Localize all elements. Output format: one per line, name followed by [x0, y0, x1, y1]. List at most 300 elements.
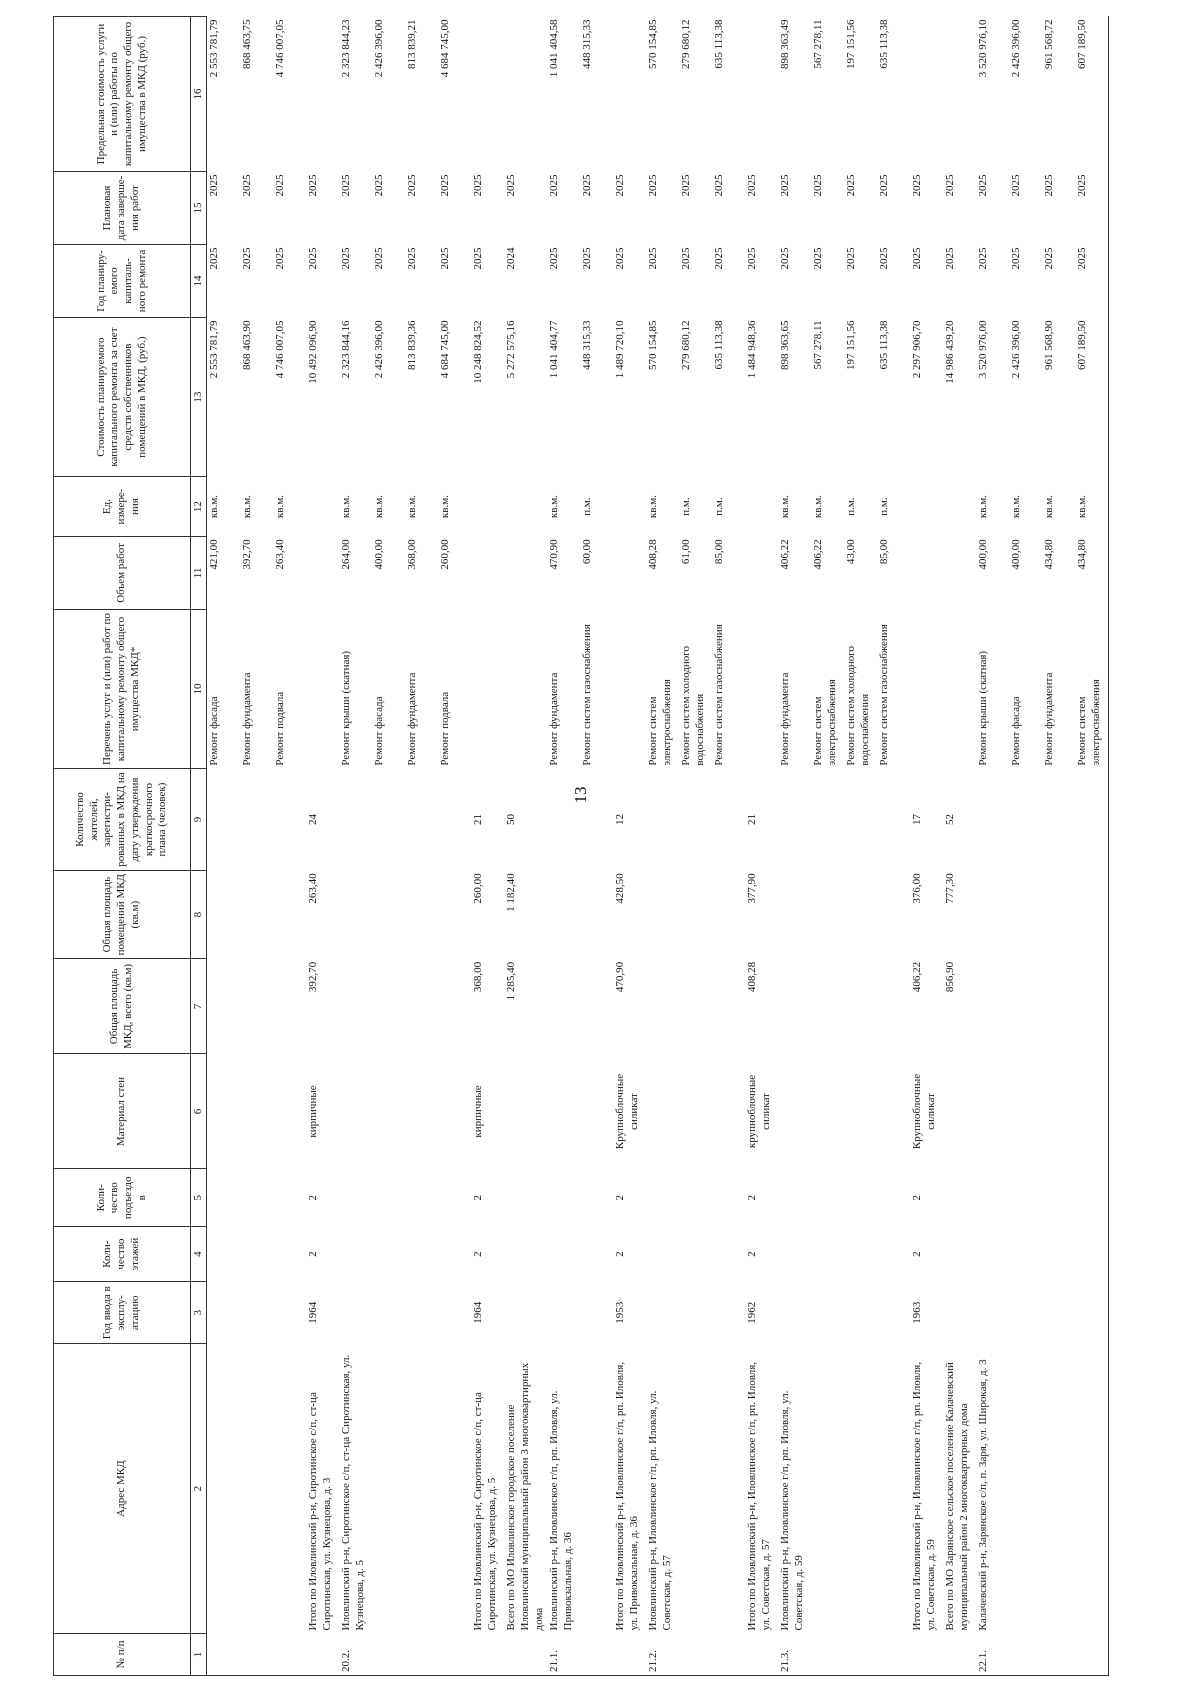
column-number: 11 [191, 536, 207, 609]
table-cell-col4 [1009, 1227, 1042, 1282]
table-cell-col14: 2025 [1010, 247, 1023, 270]
table-row [646, 17, 679, 1676]
table-cell-col3 [339, 1282, 372, 1344]
table-cell-col9 [273, 769, 306, 871]
table-cell-col11 [306, 536, 339, 609]
table-cell-col11 [943, 536, 976, 609]
table-cell-col15: 2025 [845, 174, 858, 197]
table-cell-col8 [372, 870, 405, 958]
table-cell-col9: 21 [472, 814, 484, 826]
table-cell-col11: 60,00 [581, 539, 594, 565]
header-cell: Плановая дата заверше-ния работ [54, 171, 191, 244]
table-cell-col12: кв.м. [241, 495, 253, 519]
table-cell-col6 [438, 1054, 471, 1169]
table-cell-col5 [679, 1169, 712, 1227]
header-cell: Ед. измере-ния [54, 477, 191, 537]
table-cell-col5 [438, 1169, 471, 1227]
table-cell-col12: кв.м. [373, 495, 385, 519]
table-cell-col8 [1009, 870, 1042, 958]
table-cell-col7 [712, 959, 745, 1054]
table-cell-col13: 14 986 439,20 [944, 320, 957, 384]
table-cell-col12: кв.м. [647, 495, 660, 519]
column-number: 16 [191, 17, 207, 172]
table-cell-col5 [504, 1169, 547, 1227]
table-cell-col2: Всего по МО Зарянское сельское поселение Калачевский муниципальный район 2 многоквартирных дома [944, 1362, 970, 1631]
table-cell-col11: 470,90 [548, 539, 561, 570]
table-cell-col10: Ремонт систем электроснабжения [1075, 609, 1109, 768]
table-cell-col3: 1964 [307, 1301, 319, 1324]
table-cell-col15: 2025 [779, 174, 792, 197]
table-cell-col6 [811, 1054, 844, 1169]
table-cell-col11 [745, 536, 778, 609]
table-cell-col15: 2025 [548, 174, 561, 197]
table-cell-col13: 279 680,12 [680, 320, 693, 370]
table-cell-col12 [943, 477, 976, 537]
table-cell-col5 [1042, 1169, 1075, 1227]
table-cell-col10 [504, 609, 547, 768]
table-cell-col1: 21.3. [778, 1633, 811, 1675]
table-cell-col8 [405, 870, 438, 958]
table-cell-col6 [1042, 1054, 1075, 1169]
table-cell-col5: 2 [746, 1195, 759, 1201]
table-cell-col3 [976, 1282, 1009, 1344]
table-cell-col15: 2025 [977, 174, 990, 197]
table-cell-col2 [372, 1344, 405, 1634]
header-cell: Год планиру-емого капиталь-ного ремонта [54, 244, 191, 317]
table-row [943, 17, 976, 1676]
table-cell-col12: кв.м. [439, 495, 451, 519]
header-cell: № п/п [54, 1633, 191, 1675]
table-cell-col13: 4 684 745,00 [439, 320, 451, 379]
table-cell-col16 [910, 17, 943, 172]
table-cell-col2 [877, 1344, 910, 1634]
table-cell-col11 [471, 536, 504, 609]
table-cell-col14: 2025 [274, 247, 286, 270]
table-cell-col1 [1009, 1633, 1042, 1675]
table-cell-col8 [207, 870, 241, 958]
table-row [877, 17, 910, 1676]
table-cell-col6 [877, 1054, 910, 1169]
table-cell-col13: 2 426 396,00 [1010, 320, 1023, 379]
column-number: 7 [191, 959, 207, 1054]
table-cell-col11: 368,00 [406, 539, 418, 570]
table-row [372, 17, 405, 1676]
table-row [273, 17, 306, 1676]
table-cell-col13: 2 297 906,70 [911, 320, 924, 379]
table-cell-col16: 898 363,49 [779, 19, 792, 69]
table-cell-col2: Всего по МО Иловлинское городское поселение Иловлинский муниципальный район 3 многоквартирных дома [505, 1362, 545, 1631]
table-cell-col3 [240, 1282, 273, 1344]
table-cell-col16 [745, 17, 778, 172]
table-cell-col3 [207, 1282, 241, 1344]
table-cell-col10: Ремонт крыши (скатная) [977, 650, 990, 766]
table-cell-col16: 2 323 844,23 [340, 19, 352, 78]
table-cell-col3 [405, 1282, 438, 1344]
table-cell-col10: Ремонт подвала [274, 691, 286, 766]
table-cell-col9 [679, 769, 712, 871]
table-cell-col10: Ремонт систем газоснабжения [878, 624, 891, 766]
table-cell-col2: Итого по Иловлинский р-н, Сиротинское с/п, ст-ца Сиротинская, ул. Кузнецова, д. 3 [307, 1392, 333, 1631]
table-cell-col7 [844, 959, 877, 1054]
table-cell-col2: Иловлинский р-н, Иловлинское г/п, рп. Иловля, ул. Привокзальная, д. 36 [548, 1390, 574, 1631]
header-cell: Общая площадь МКД, всего (кв.м) [54, 959, 191, 1054]
table-cell-col6 [712, 1054, 745, 1169]
table-cell-col4: 2 [307, 1251, 319, 1257]
table-cell-col11: 421,00 [208, 539, 220, 570]
table-cell-col8 [580, 870, 613, 958]
table-cell-col4 [1042, 1227, 1075, 1282]
header-cell: Количество жителей, зарегистри-рованных в МКД на дату утверждения краткосрочного плана (человек) [54, 769, 191, 871]
table-cell-col11: 85,00 [713, 539, 726, 565]
table-cell-col14: 2025 [1043, 247, 1056, 270]
header-cell: Объем работ [54, 536, 191, 609]
table-cell-col12 [471, 477, 504, 537]
table-row [438, 17, 471, 1676]
table-cell-col4 [372, 1227, 405, 1282]
table-cell-col8: 263,40 [307, 873, 319, 904]
table-cell-col2: Итого по Иловлинский р-н, Иловлинское г/п, рп. Иловля, ул. Советская, д. 59 [911, 1361, 937, 1631]
table-cell-col7: 392,70 [307, 961, 319, 993]
header-cell: Материал стен [54, 1054, 191, 1169]
table-cell-col4 [240, 1227, 273, 1282]
table-cell-col1 [910, 1633, 943, 1675]
table-row [844, 17, 877, 1676]
table-cell-col12: п.м. [878, 497, 891, 516]
table-cell-col16: 4 746 007,05 [274, 19, 286, 78]
table-cell-col5 [240, 1169, 273, 1227]
table-cell-col7 [547, 959, 580, 1054]
table-cell-col3 [1075, 1282, 1109, 1344]
table-cell-col7 [580, 959, 613, 1054]
table-cell-col11 [613, 536, 646, 609]
table-cell-col3 [943, 1282, 976, 1344]
table-cell-col14: 2025 [340, 247, 352, 270]
table-cell-col13: 1 041 404,77 [548, 320, 561, 379]
table-cell-col16: 2 553 781,79 [208, 19, 220, 78]
table-cell-col2 [438, 1344, 471, 1634]
table-cell-col5 [580, 1169, 613, 1227]
table-cell-col16: 567 278,11 [812, 19, 825, 69]
table-cell-col15: 2025 [208, 174, 220, 197]
table-cell-col3 [712, 1282, 745, 1344]
table-cell-col1 [1075, 1633, 1109, 1675]
table-cell-col9 [372, 769, 405, 871]
table-cell-col8 [712, 870, 745, 958]
table-cell-col1 [273, 1633, 306, 1675]
table-cell-col15: 2025 [878, 174, 891, 197]
header-cell: Год ввода в эксплу-атацию [54, 1282, 191, 1344]
table-cell-col14: 2025 [911, 247, 924, 270]
table-cell-col11: 392,70 [241, 539, 253, 570]
table-cell-col9: 24 [307, 814, 319, 826]
table-cell-col9 [877, 769, 910, 871]
table-cell-col8 [1042, 870, 1075, 958]
table-cell-col7 [679, 959, 712, 1054]
table-cell-col5 [712, 1169, 745, 1227]
table-cell-col10 [943, 609, 976, 768]
table-cell-col9 [339, 769, 372, 871]
table-cell-col4: 2 [911, 1251, 924, 1257]
table-cell-col4 [438, 1227, 471, 1282]
table-cell-col14: 2025 [581, 247, 594, 270]
table-cell-col13: 10 492 096,90 [307, 320, 319, 384]
table-cell-col2: Иловлинский р-н, Иловлинское г/п, рп. Иловля, ул. Советская, д. 57 [647, 1390, 673, 1631]
table-cell-col8: 428,50 [614, 873, 627, 904]
table-cell-col2 [580, 1344, 613, 1634]
table-cell-col5 [547, 1169, 580, 1227]
table-row [504, 17, 547, 1676]
table-cell-col14: 2025 [845, 247, 858, 270]
table-cell-col15: 2025 [680, 174, 693, 197]
table-cell-col11: 85,00 [878, 539, 891, 565]
table-cell-col7 [240, 959, 273, 1054]
table-row [811, 17, 844, 1676]
table-cell-col14: 2025 [746, 247, 759, 270]
table-cell-col5: 2 [614, 1195, 627, 1201]
table-cell-col8 [240, 870, 273, 958]
table-cell-col9 [547, 769, 580, 871]
table-cell-col14: 2025 [779, 247, 792, 270]
table-cell-col3 [372, 1282, 405, 1344]
table-cell-col3 [877, 1282, 910, 1344]
table-cell-col5: 2 [307, 1195, 319, 1201]
table-cell-col15: 2025 [340, 174, 352, 197]
header-cell: Коли-чество подъездо в [54, 1169, 191, 1227]
table-cell-col13: 635 113,38 [713, 320, 726, 370]
table-cell-col11: 263,40 [274, 539, 286, 570]
table-cell-col12 [504, 477, 547, 537]
table-cell-col7 [1075, 959, 1109, 1054]
table-cell-col10: Ремонт систем электроснабжения [812, 679, 838, 766]
table-cell-col11: 400,00 [977, 539, 990, 570]
table-cell-col11 [504, 536, 547, 609]
table-cell-col9 [438, 769, 471, 871]
table-cell-col10: Ремонт фундамента [406, 672, 418, 766]
table-cell-col1 [745, 1633, 778, 1675]
table-cell-col10: Ремонт фундамента [779, 672, 792, 766]
table-cell-col4 [943, 1227, 976, 1282]
column-number: 6 [191, 1054, 207, 1169]
table-cell-col6 [580, 1054, 613, 1169]
table-cell-col7 [372, 959, 405, 1054]
table-cell-col13: 961 568,90 [1043, 320, 1056, 370]
table-cell-col16: 813 839,21 [406, 19, 418, 69]
table-cell-col13: 813 839,36 [406, 320, 418, 370]
table-cell-col9 [240, 769, 273, 871]
table-cell-col10: Ремонт систем газоснабжения [581, 624, 594, 766]
table-cell-col2: Калачевский р-н, Зарянское с/п, п. Заря, ул. Широкая, д. 3 [977, 1359, 990, 1631]
table-cell-col8 [1075, 870, 1109, 958]
table-cell-col12 [613, 477, 646, 537]
table-cell-col6: кирпичные [307, 1085, 319, 1138]
table-cell-col4 [778, 1227, 811, 1282]
column-number-row [191, 17, 207, 1676]
table-cell-col12: п.м. [680, 497, 693, 516]
table-cell-col13: 10 248 824,52 [472, 320, 484, 384]
table-cell-col5 [811, 1169, 844, 1227]
table-cell-col10: Ремонт систем холодного водоснабжения [680, 646, 706, 766]
table-cell-col2: Иловлинский р-н, Сиротинское с/п, ст-ца Сиротинская, ул. Кузнецова, д. 5 [340, 1354, 366, 1631]
table-cell-col10: Ремонт фасада [373, 696, 385, 766]
table-cell-col15: 2025 [647, 174, 660, 197]
table-cell-col4 [811, 1227, 844, 1282]
table-cell-col4 [547, 1227, 580, 1282]
table-cell-col12: кв.м. [1010, 495, 1023, 519]
table-cell-col15: 2025 [505, 174, 517, 197]
table-cell-col9: 17 [911, 814, 924, 826]
table-cell-col3 [438, 1282, 471, 1344]
table-cell-col12 [745, 477, 778, 537]
table-cell-col8 [339, 870, 372, 958]
table-cell-col3: 1963 [911, 1301, 924, 1324]
table-row [580, 17, 613, 1676]
table-cell-col2 [679, 1344, 712, 1634]
table-cell-col2: Итого по Иловлинский р-н, Сиротинское с/п, ст-ца Сиротинская, ул. Кузнецова, д. 5 [472, 1392, 498, 1631]
table-cell-col3 [1042, 1282, 1075, 1344]
table-cell-col7 [877, 959, 910, 1054]
table-cell-col8: 260,00 [472, 873, 484, 904]
table-cell-col1 [1042, 1633, 1075, 1675]
table-cell-col9 [207, 769, 241, 871]
table-cell-col16: 635 113,38 [713, 19, 726, 69]
table-cell-col5 [778, 1169, 811, 1227]
table-cell-col14: 2025 [944, 247, 957, 270]
column-number: 14 [191, 244, 207, 317]
table-cell-col3 [580, 1282, 613, 1344]
table-cell-col6 [778, 1054, 811, 1169]
table-cell-col1 [877, 1633, 910, 1675]
table-cell-col8 [811, 870, 844, 958]
table-cell-col1 [306, 1633, 339, 1675]
table-cell-col11: 260,00 [439, 539, 451, 570]
table-cell-col9 [712, 769, 745, 871]
table-cell-col6 [273, 1054, 306, 1169]
table-cell-col7: 368,00 [472, 961, 484, 993]
header-cell: Предельная стоимость услуги и (или) работы по капитальному ремонту общего имущества в МКД (руб.) [54, 17, 191, 172]
table-cell-col1 [712, 1633, 745, 1675]
table-cell-col8 [778, 870, 811, 958]
table-cell-col5 [1009, 1169, 1042, 1227]
table-cell-col3 [811, 1282, 844, 1344]
table-row [910, 17, 943, 1676]
table-cell-col4 [580, 1227, 613, 1282]
table-cell-col12: кв.м. [812, 495, 825, 519]
table-cell-col11: 406,22 [812, 539, 825, 570]
table-row [778, 17, 811, 1676]
table-cell-col2: Итого по Иловлинский р-н, Иловлинское г/п, рп. Иловля, ул. Советская, д. 57 [746, 1361, 772, 1631]
table-cell-col9 [778, 769, 811, 871]
table-cell-col7 [778, 959, 811, 1054]
table-cell-col12: п.м. [713, 497, 726, 516]
table-cell-col1 [504, 1633, 547, 1675]
table-cell-col1 [438, 1633, 471, 1675]
table-cell-col1 [207, 1633, 241, 1675]
table-cell-col14: 2025 [208, 247, 220, 270]
table-cell-col15: 2025 [1043, 174, 1056, 197]
table-cell-col10: Ремонт систем газоснабжения [713, 624, 726, 766]
table-cell-col5 [646, 1169, 679, 1227]
table-cell-col14: 2025 [977, 247, 990, 270]
table-cell-col13: 2 426 396,00 [373, 320, 385, 379]
table-cell-col6 [372, 1054, 405, 1169]
column-number: 8 [191, 870, 207, 958]
table-cell-col16: 2 426 396,00 [373, 19, 385, 78]
table-cell-col14: 2025 [406, 247, 418, 270]
table-cell-col1 [811, 1633, 844, 1675]
table-cell-col4: 2 [746, 1251, 759, 1257]
table-cell-col6 [1009, 1054, 1042, 1169]
table-cell-col9 [1042, 769, 1075, 871]
table-cell-col16 [613, 17, 646, 172]
table-cell-col3 [273, 1282, 306, 1344]
table-cell-col8 [679, 870, 712, 958]
table-cell-col10: Ремонт фундамента [1043, 672, 1056, 766]
table-cell-col12: кв.м. [208, 495, 220, 519]
table-row [1042, 17, 1075, 1676]
table-cell-col13: 448 315,33 [581, 320, 594, 370]
table-cell-col2: Итого по Иловлинский р-н, Иловлинское г/п, рп. Иловля, ул. Привокзальная, д. 36 [614, 1361, 640, 1631]
table-cell-col6 [240, 1054, 273, 1169]
table-cell-col16: 570 154,85 [647, 19, 660, 69]
table-cell-col4 [844, 1227, 877, 1282]
table-cell-col7: 408,28 [746, 961, 759, 993]
table-cell-col8 [877, 870, 910, 958]
table-cell-col15: 2025 [406, 174, 418, 197]
table-cell-col7: 1 285,40 [505, 961, 517, 1001]
table-row [405, 17, 438, 1676]
table-cell-col1 [580, 1633, 613, 1675]
table-cell-col2 [844, 1344, 877, 1634]
table-row [339, 17, 372, 1676]
column-number: 9 [191, 769, 207, 871]
table-cell-col7 [405, 959, 438, 1054]
table-cell-col16: 868 463,75 [241, 19, 253, 69]
table-cell-col7 [1009, 959, 1042, 1054]
table-cell-col16: 197 151,56 [845, 19, 858, 69]
table-cell-col6 [646, 1054, 679, 1169]
table-cell-col7 [207, 959, 241, 1054]
table-cell-col1 [240, 1633, 273, 1675]
table-cell-col3: 1964 [472, 1301, 484, 1324]
table-cell-col15: 2025 [713, 174, 726, 197]
table-cell-col9 [646, 769, 679, 871]
table-row [1075, 17, 1109, 1676]
table-cell-col5 [877, 1169, 910, 1227]
table-cell-col12: кв.м. [1043, 495, 1056, 519]
table-cell-col14: 2025 [647, 247, 660, 270]
table-cell-col16 [943, 17, 976, 172]
table-cell-col3 [504, 1282, 547, 1344]
table-cell-col15: 2025 [581, 174, 594, 197]
table-cell-col9 [811, 769, 844, 871]
column-number: 3 [191, 1282, 207, 1344]
table-cell-col7 [438, 959, 471, 1054]
table-cell-col9 [580, 769, 613, 871]
table-cell-col13: 1 489 720,10 [614, 320, 627, 379]
table-row [306, 17, 339, 1676]
table-row [976, 17, 1009, 1676]
table-cell-col13: 635 113,38 [878, 320, 891, 370]
table-cell-col6 [976, 1054, 1009, 1169]
table-cell-col5 [207, 1169, 241, 1227]
table-cell-col12: кв.м. [274, 495, 286, 519]
table-cell-col14: 2025 [713, 247, 726, 270]
table-cell-col4 [405, 1227, 438, 1282]
table-cell-col16: 3 520 976,10 [977, 19, 990, 78]
table-cell-col1 [405, 1633, 438, 1675]
table-cell-col3 [1009, 1282, 1042, 1344]
table-cell-col12: кв.м. [340, 495, 352, 519]
